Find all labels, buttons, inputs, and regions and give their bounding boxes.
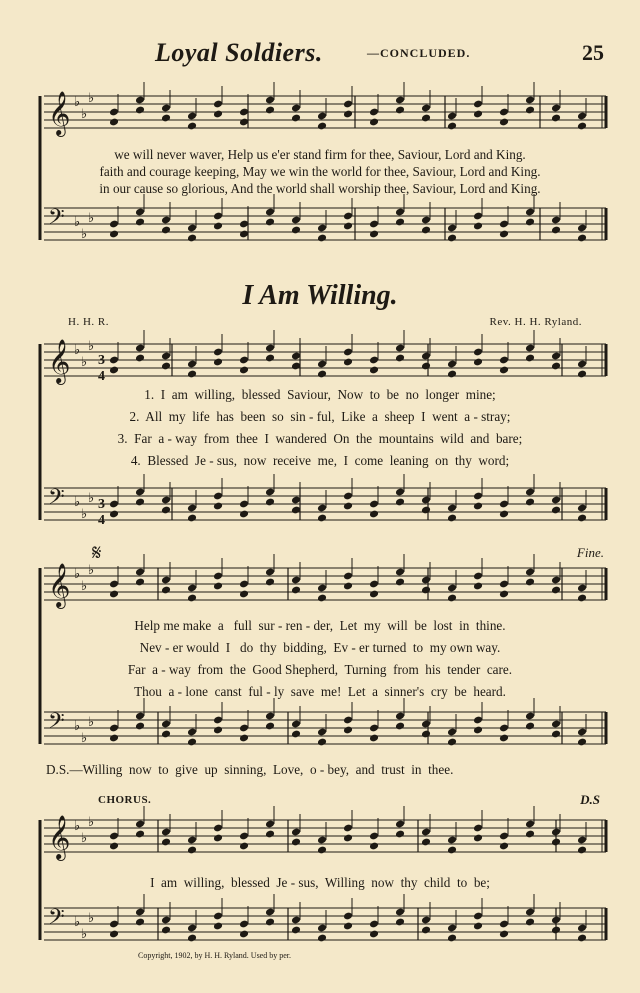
time-signature: 4 bbox=[98, 513, 105, 528]
verse-4-line-a: 4. Blessed Je - sus, now receive me, I come leaning on thy word; bbox=[130, 453, 510, 468]
lyric-line-2: faith and courage keeping, May we win the world for thee, Saviour, Lord and King. bbox=[99, 164, 541, 179]
flat-icon: ♭ bbox=[88, 491, 95, 506]
bass-clef-icon: 𝄢 bbox=[48, 485, 65, 515]
treble-clef-icon: 𝄞 bbox=[48, 339, 71, 383]
bass-clef-icon: 𝄢 bbox=[48, 205, 65, 235]
author-credit: Rev. H. H. Ryland. bbox=[489, 316, 582, 328]
flat-icon: ♭ bbox=[74, 719, 81, 734]
composer-credit: H. H. R. bbox=[68, 316, 109, 328]
verse-1-line-b: Help me make a full sur - ren - der, Let my will be lost in thine. bbox=[134, 618, 506, 633]
ds-line: D.S.—Willing now to give up sinning, Love, o - bey, and trust in thee. bbox=[46, 762, 454, 777]
verse-3-line-a: 3. Far a - way from thee I wandered On the mountains wild and bare; bbox=[117, 431, 523, 446]
flat-icon: ♭ bbox=[81, 927, 88, 942]
flat-icon: ♭ bbox=[74, 567, 81, 582]
flat-icon: ♭ bbox=[81, 831, 88, 846]
flat-icon: ♭ bbox=[74, 915, 81, 930]
flat-icon: ♭ bbox=[74, 819, 81, 834]
flat-icon: ♭ bbox=[88, 339, 95, 354]
flat-icon: ♭ bbox=[81, 107, 88, 122]
time-signature: 3 bbox=[98, 497, 105, 512]
bass-clef-icon: 𝄢 bbox=[48, 905, 65, 935]
ds-mark: D.S bbox=[580, 792, 600, 807]
flat-icon: ♭ bbox=[88, 563, 95, 578]
verse-1-line-a: 1. I am willing, blessed Saviour, Now to be no longer mine; bbox=[144, 387, 496, 402]
bass-clef-icon: 𝄢 bbox=[48, 709, 65, 739]
lyric-line-1: we will never waver, Help us e'er stand firm for thee, Saviour, Lord and King. bbox=[114, 147, 526, 162]
flat-icon: ♭ bbox=[74, 495, 81, 510]
hymn-title: I Am Willing. bbox=[242, 280, 398, 311]
flat-icon: ♭ bbox=[81, 227, 88, 242]
copyright-note: Copyright, 1902, by H. H. Ryland. Used by per. bbox=[138, 951, 292, 960]
flat-icon: ♭ bbox=[88, 211, 95, 226]
verse-2-line-a: 2. All my life has been so sin - ful, Like a sheep I went a - stray; bbox=[129, 409, 511, 424]
treble-clef-icon: 𝄞 bbox=[48, 563, 71, 607]
verse-4-line-b: Thou a - lone canst ful - ly save me! Let a sinner's cry be heard. bbox=[134, 684, 506, 699]
treble-clef-icon: 𝄞 bbox=[48, 91, 71, 135]
flat-icon: ♭ bbox=[88, 91, 95, 106]
chorus-label: CHORUS. bbox=[98, 794, 152, 806]
time-signature: 4 bbox=[98, 369, 105, 384]
song-title-loyal-soldiers: Loyal Soldiers. bbox=[155, 38, 323, 67]
flat-icon: ♭ bbox=[88, 911, 95, 926]
time-signature: 3 bbox=[98, 353, 105, 368]
flat-icon: ♭ bbox=[81, 579, 88, 594]
treble-clef-icon: 𝄞 bbox=[48, 815, 71, 859]
flat-icon: ♭ bbox=[81, 731, 88, 746]
flat-icon: ♭ bbox=[74, 343, 81, 358]
fine-mark: Fine. bbox=[576, 545, 604, 560]
flat-icon: ♭ bbox=[88, 815, 95, 830]
page-number: 25 bbox=[582, 40, 604, 65]
flat-icon: ♭ bbox=[74, 95, 81, 110]
lyric-line-3: in our cause so glorious, And the world shall worship thee, Saviour, Lord and King. bbox=[99, 181, 541, 196]
verse-2-line-b: Nev - er would I do thy bidding, Ev - er turned to my own way. bbox=[139, 640, 501, 655]
chorus-lyric: I am willing, blessed Je - sus, Willing now thy child to be; bbox=[150, 875, 490, 890]
flat-icon: ♭ bbox=[74, 215, 81, 230]
segno-sign: 𝄋 bbox=[92, 540, 102, 565]
concluded-label: —CONCLUDED. bbox=[367, 46, 471, 60]
flat-icon: ♭ bbox=[81, 355, 88, 370]
flat-icon: ♭ bbox=[81, 507, 88, 522]
flat-icon: ♭ bbox=[88, 715, 95, 730]
verse-3-line-b: Far a - way from the Good Shepherd, Turning from his tender care. bbox=[127, 662, 513, 677]
